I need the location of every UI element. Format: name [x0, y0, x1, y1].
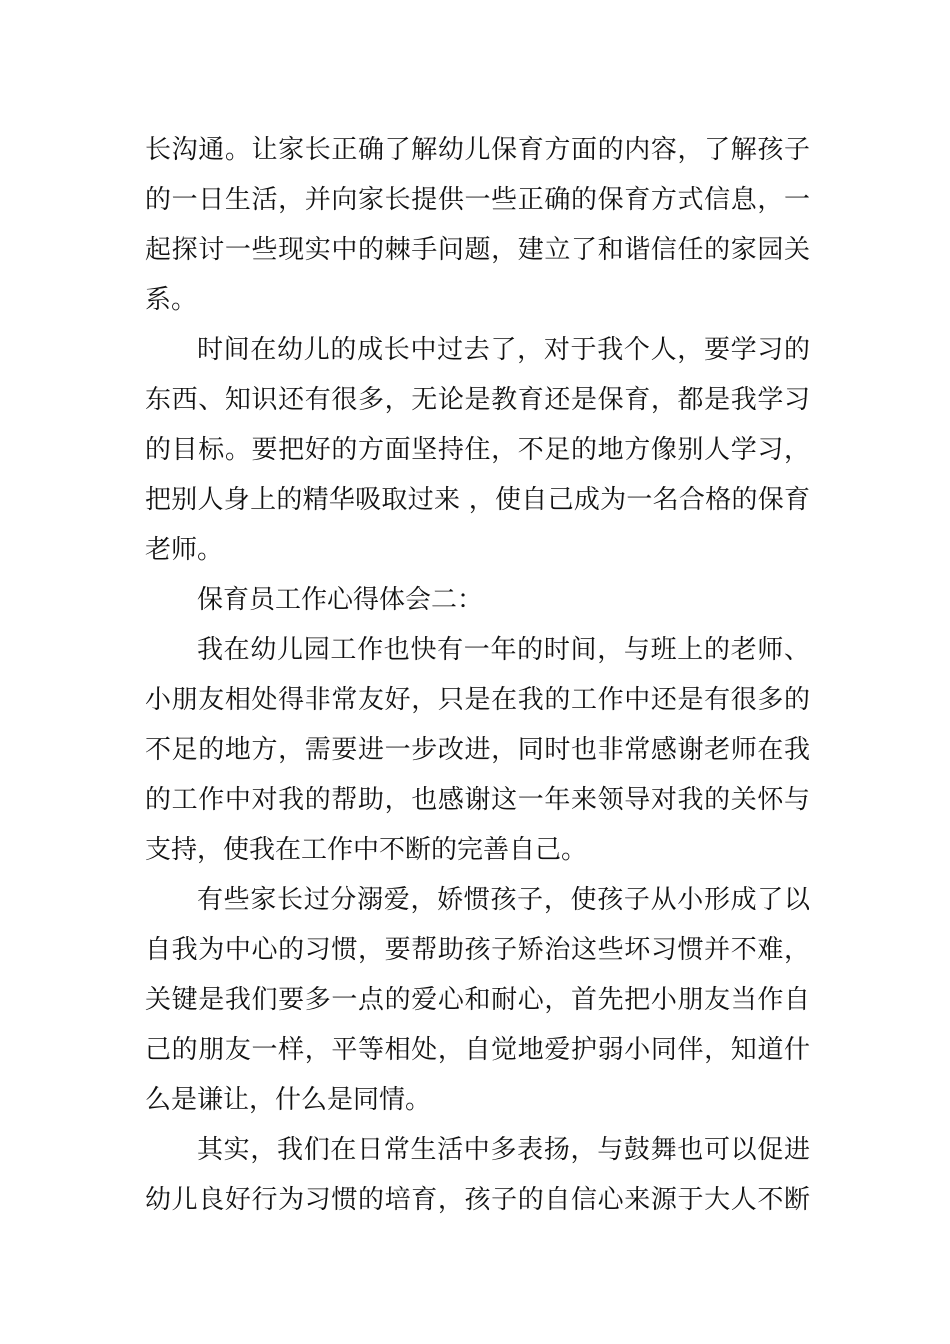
text-line: 自我为中心的习惯，要帮助孩子矫治这些坏习惯并不难，: [145, 935, 810, 965]
text-line: 东西、知识还有很多，无论是教育还是保育，都是我学习: [145, 385, 810, 415]
text-line: 关键是我们要多一点的爱心和耐心，首先把小朋友当作自: [145, 985, 810, 1015]
text-line: 幼儿良好行为习惯的培育，孩子的自信心来源于大人不断: [145, 1185, 810, 1215]
text-line: 长沟通。让家长正确了解幼儿保育方面的内容，了解孩子: [145, 135, 810, 165]
text-line: 支持，使我在工作中不断的完善自己。: [145, 835, 588, 865]
section-heading: 保育员工作心得体会二：: [197, 585, 484, 615]
text-line: 的目标。要把好的方面坚持住，不足的地方像别人学习，: [145, 435, 810, 465]
text-line: 老师。: [145, 535, 224, 565]
text-line: 的一日生活，并向家长提供一些正确的保育方式信息，一: [145, 185, 810, 215]
text-line: 系。: [145, 285, 198, 315]
text-line: 么是谦让，什么是同情。: [145, 1085, 432, 1115]
text-line: 小朋友相处得非常友好，只是在我的工作中还是有很多的: [145, 685, 810, 715]
text-line: 时间在幼儿的成长中过去了，对于我个人，要学习的: [197, 335, 810, 365]
text-line: 有些家长过分溺爱，娇惯孩子，使孩子从小形成了以: [197, 885, 810, 915]
text-line: 不足的地方，需要进一步改进，同时也非常感谢老师在我: [145, 735, 810, 765]
text-line: 其实，我们在日常生活中多表扬，与鼓舞也可以促进: [197, 1135, 810, 1165]
text-line: 把别人身上的精华吸取过来 ，使自己成为一名合格的保育: [145, 485, 810, 515]
text-line: 我在幼儿园工作也快有一年的时间，与班上的老师、: [197, 635, 810, 665]
text-line: 起探讨一些现实中的棘手问题，建立了和谐信任的家园关: [145, 235, 810, 265]
text-line: 己的朋友一样，平等相处，自觉地爱护弱小同伴，知道什: [145, 1035, 810, 1065]
text-line: 的工作中对我的帮助，也感谢这一年来领导对我的关怀与: [145, 785, 810, 815]
